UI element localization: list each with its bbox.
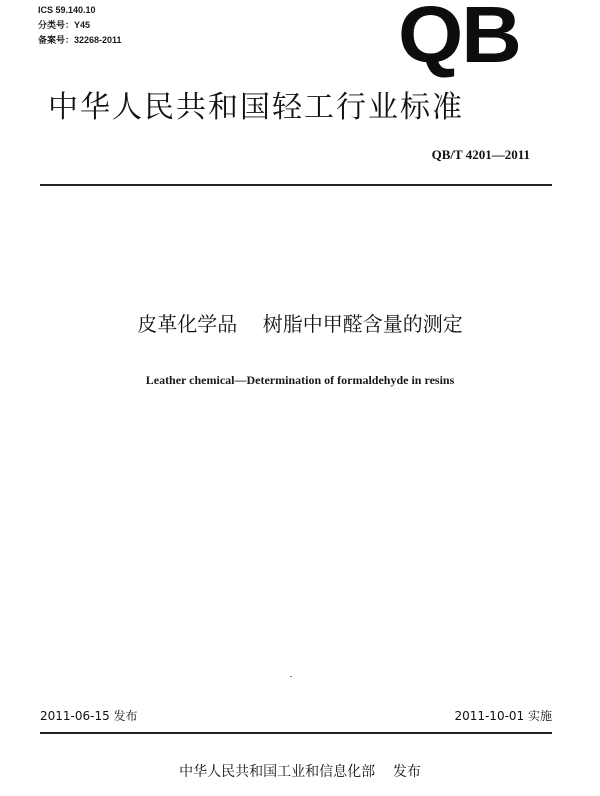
bottom-divider: [40, 732, 552, 734]
document-title-english: Leather chemical—Determination of formaldehyde in resins: [145, 373, 455, 387]
publisher-line: 中华人民共和国工业和信息化部 发布: [179, 764, 421, 780]
standard-category-title: 中华人民共和国轻工行业标准: [48, 90, 464, 125]
qb-logo: [398, 0, 526, 79]
record-number: 备案号：32268-2011: [38, 35, 122, 45]
issue-date: 2011-06-15 发布: [40, 709, 138, 723]
classification-number: 分类号：Y45: [38, 20, 91, 30]
document-metadata: [38, 3, 122, 48]
top-divider: [40, 184, 552, 186]
document-title-chinese: 皮革化学品 树脂中甲醛含量的测定: [137, 312, 463, 336]
standard-number: QB/T 4201—2011: [431, 147, 530, 162]
qb-logo-text: QB: [398, 0, 520, 79]
ics-code: ICS 59.140.10: [38, 5, 96, 15]
scan-speck: [290, 676, 292, 677]
implementation-date: 2011-10-01 实施: [454, 709, 552, 723]
